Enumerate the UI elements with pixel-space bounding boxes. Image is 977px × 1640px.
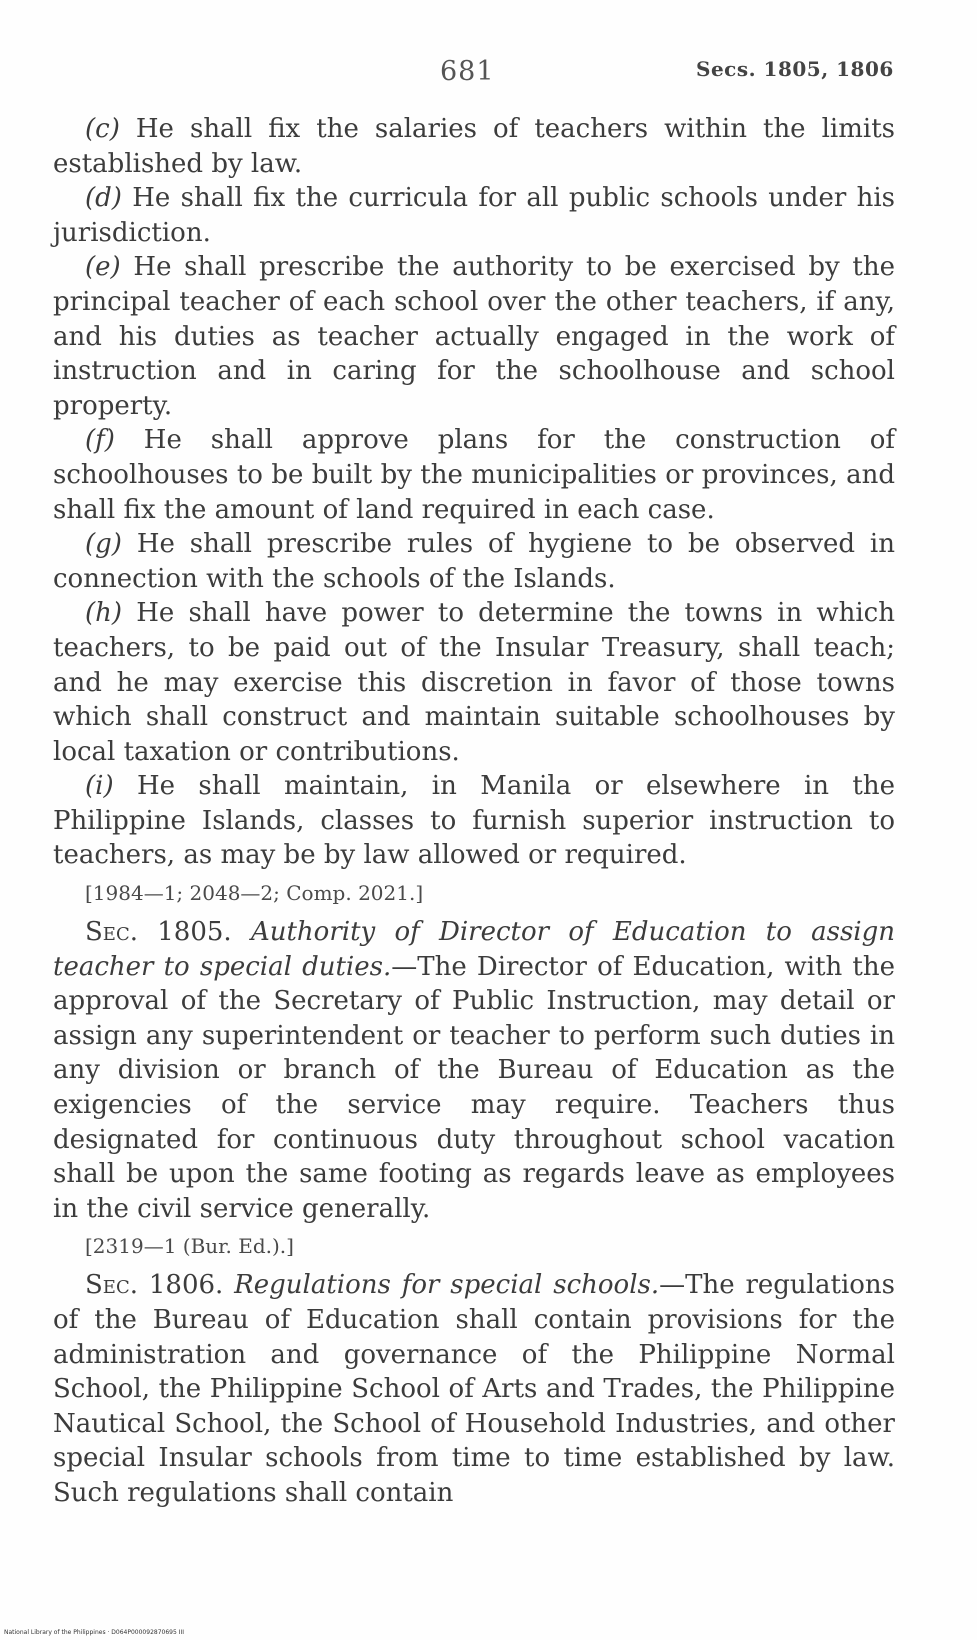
section-title: Authority of Director of Education to assign teacher to special duties. [53,917,895,982]
paragraph-text: He shall fix the salaries of teachers within the limits established by law. [53,114,895,179]
section-1805 [53,915,895,1226]
paragraph-label: (f) [85,425,115,456]
section-number: Sec. 1806. [85,1270,224,1301]
paragraph-f [53,423,895,527]
section-text: —The regulations of the Bureau of Education shall contain provisions for the administration and governance of the Philippine Normal School, the Philippine School of Arts and Trades, the Philippine Nautical School, the School of Household Industries, and other special Insular schools from time to time established by law. Such regulations shall contain [53,1270,895,1508]
paragraph-h [53,596,895,769]
section-text: —The Director of Education, with the approval of the Secretary of Public Instruction, may detail or assign any superintendent or teacher to perform such duties in any division or branch of the Bureau of Education as the exigencies of the service may require. Teachers thus designated for continuous duty throughout school vacation shall be upon the same footing as regards leave as employees in the civil service generally. [53,951,896,1224]
paragraph-g [53,527,895,596]
paragraph-label: (i) [85,771,114,802]
paragraph-text: He shall have power to determine the towns in which teachers, to be paid out of the Insular Treasury, shall teach; and he may exercise this discretion in favor of those towns which shall construct and maintain suitable schoolhouses by local taxation or contributions. [53,598,895,767]
citation: [1984—1; 2048—2; Comp. 2021.] [85,881,424,906]
paragraph-text: He shall approve plans for the construction of schoolhouses to be built by the municipalities or provinces, and shall fix the amount of land required in each case. [53,425,895,525]
paragraph-text: He shall fix the curricula for all public schools under his jurisdiction. [53,183,895,248]
page-number: 681 [440,56,495,87]
paragraph-label: (h) [85,598,123,629]
section-number: Sec. 1805. [85,917,232,948]
paragraph-label: (d) [85,183,122,214]
paragraph-label: (g) [85,529,122,560]
document-body [53,112,895,1511]
running-section-header: Secs. 1805, 1806 [696,57,894,81]
paragraph-c [53,112,895,181]
section-title: Regulations for special schools. [234,1270,660,1301]
paragraph-i [53,769,895,873]
scan-footer-note: National Library of the Philippines · D064P000092870695 III [4,1629,185,1636]
paragraph-text: He shall maintain, in Manila or elsewhere in the Philippine Islands, classes to furnish superior instruction to teachers, as may be by law allowed or required. [53,771,895,871]
paragraph-label: (e) [85,252,121,283]
paragraph-text: He shall prescribe rules of hygiene to be observed in connection with the schools of the Islands. [53,529,895,594]
paragraph-e [53,250,895,423]
citation: [2319—1 (Bur. Ed.).] [85,1234,294,1259]
paragraph-text: He shall prescribe the authority to be exercised by the principal teacher of each school over the other teachers, if any, and his duties as teacher actually engaged in the work of instruction and in caring for the schoolhouse and school property. [53,252,895,421]
paragraph-label: (c) [85,114,120,144]
section-1806 [53,1268,895,1510]
paragraph-d [53,181,895,250]
